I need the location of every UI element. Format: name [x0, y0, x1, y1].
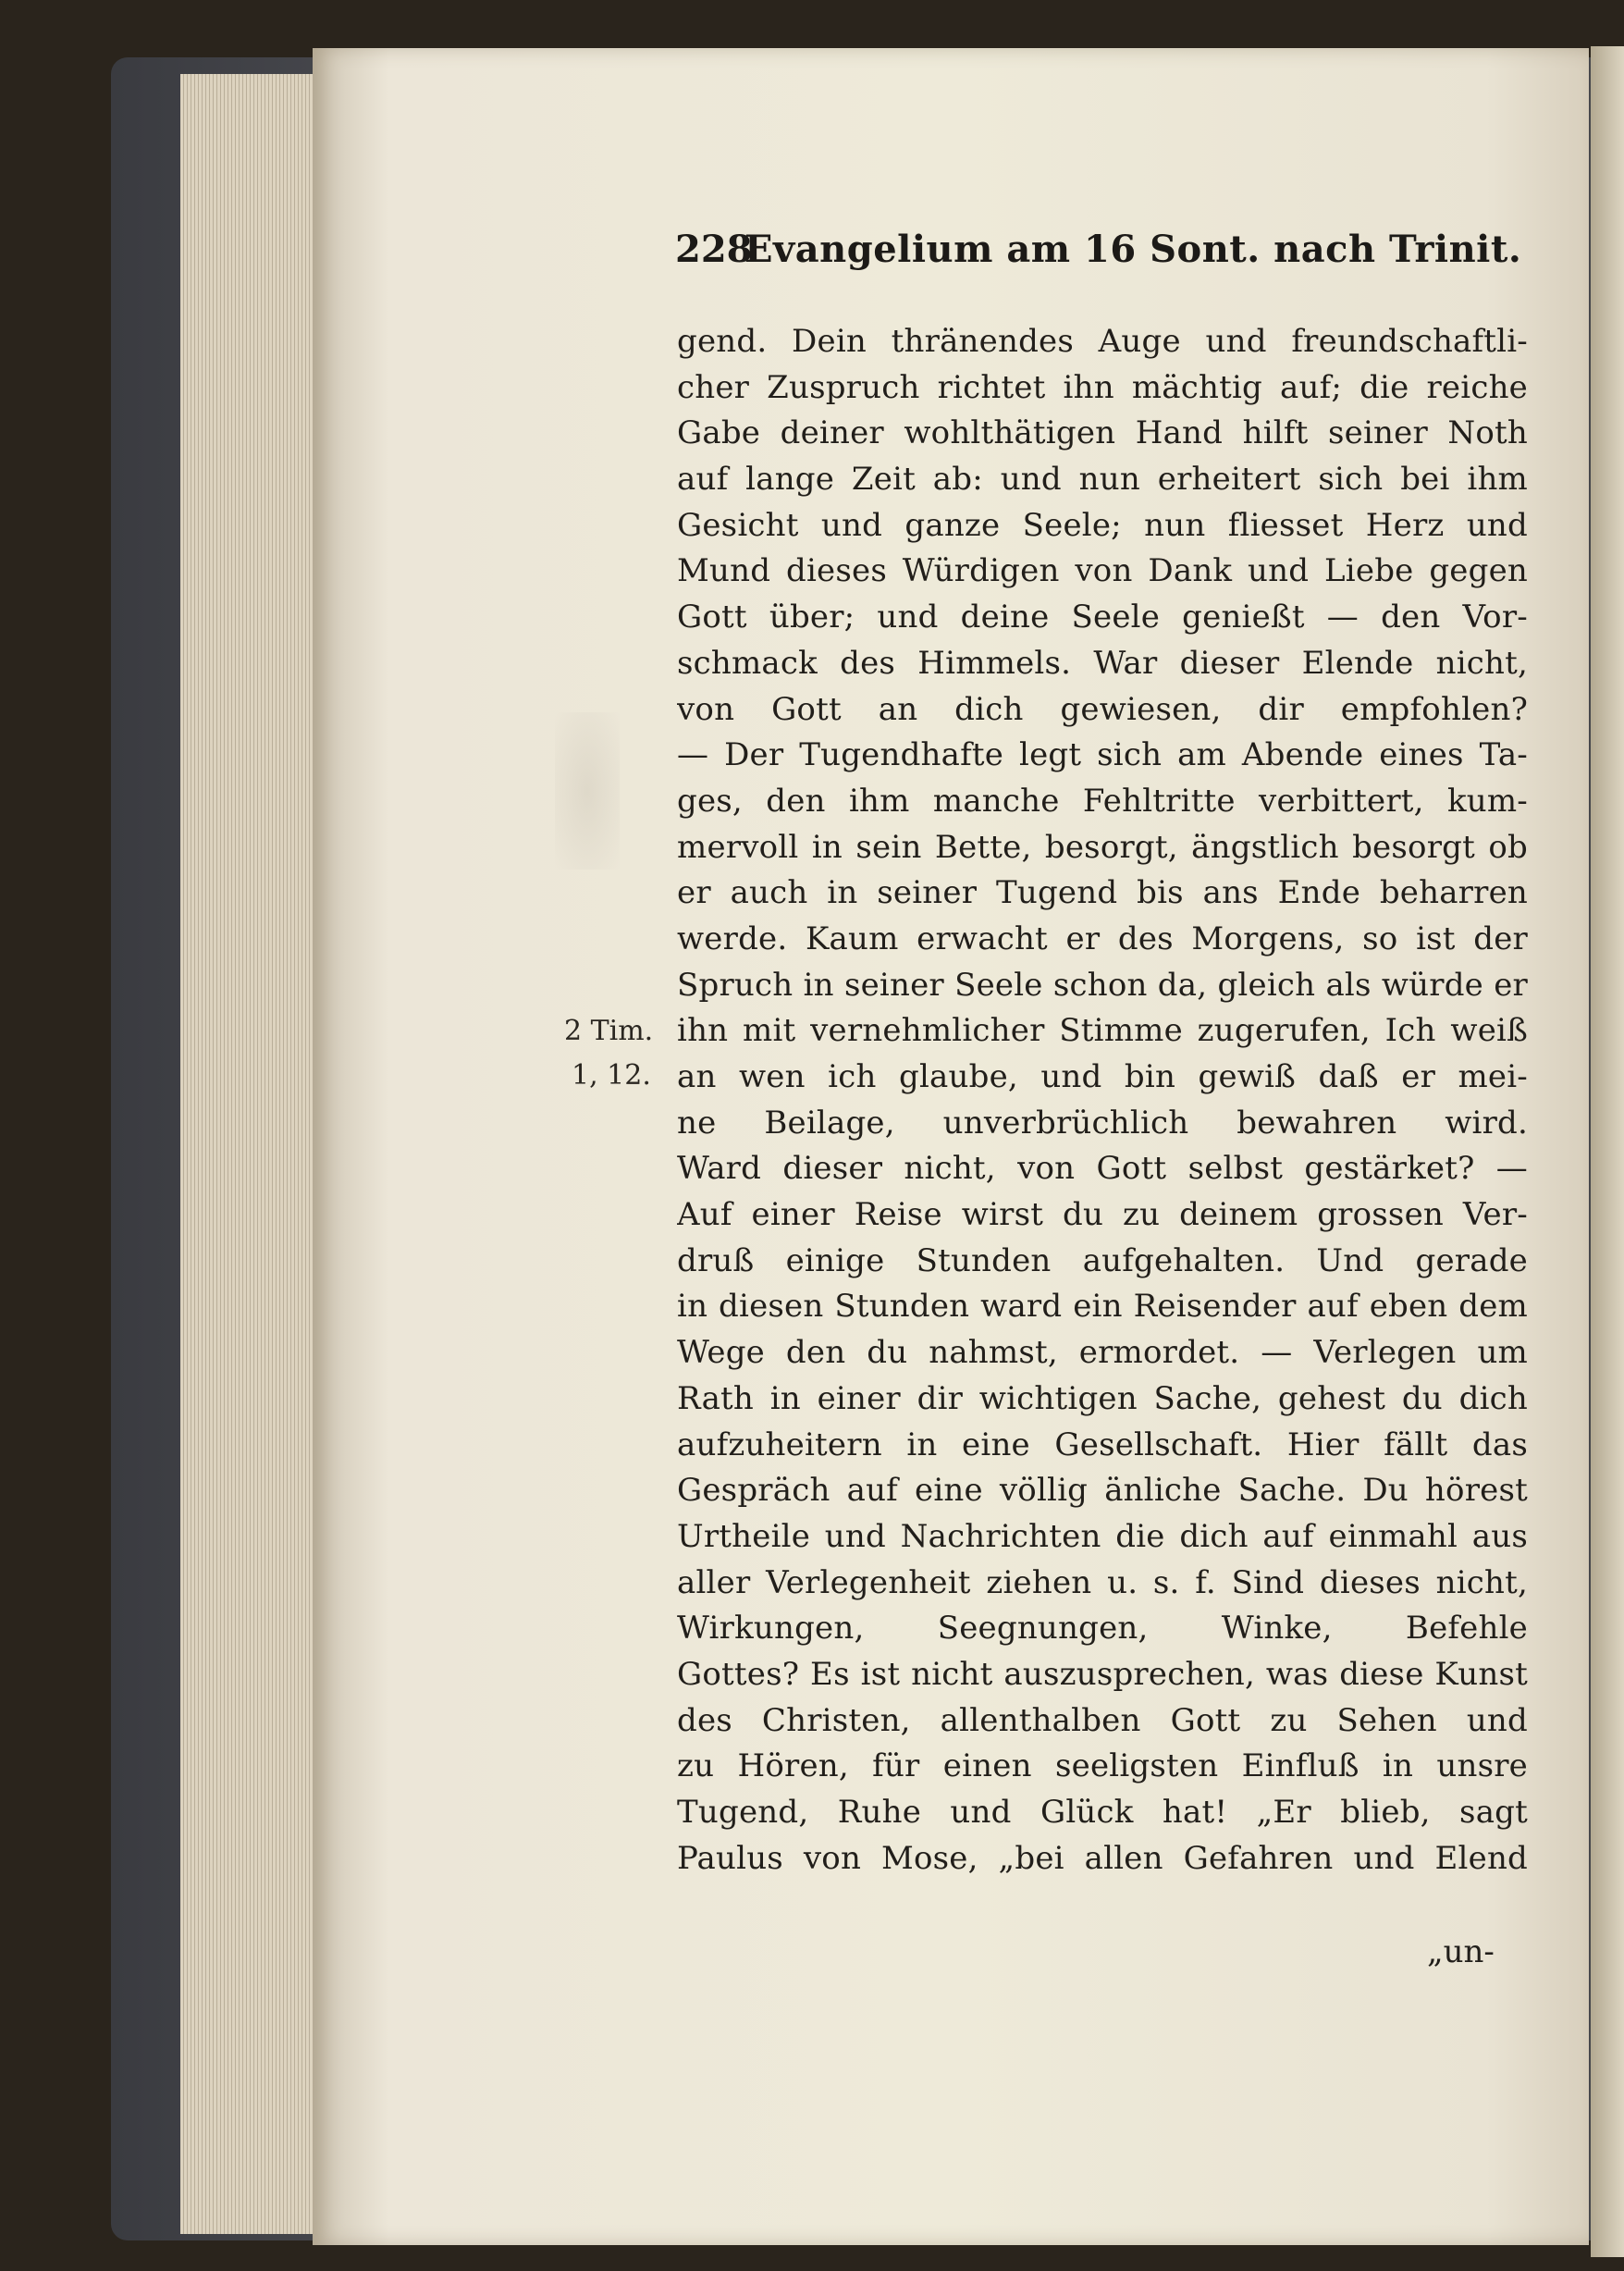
text-line: aufzuheitern in eine Gesellschaft. Hier fällt das — [677, 1426, 1528, 1463]
text-line: Spruch in seiner Seele schon da, gleich als würde er — [677, 966, 1528, 1004]
text-line: schmack des Himmels. War dieser Elende nicht, — [677, 644, 1528, 682]
text-line: Tugend, Ruhe und Glück hat! „Er blieb, sagt — [677, 1794, 1528, 1831]
text-line: Auf einer Reise wirst du zu deinem grossen Ver- — [677, 1196, 1528, 1234]
text-line: Rath in einer dir wichtigen Sache, gehest du dich — [677, 1379, 1528, 1417]
catchword: „un- — [1427, 1933, 1495, 1970]
text-line: Wirkungen, Seegnungen, Winke, Befehle — [677, 1610, 1528, 1648]
running-header — [675, 228, 1522, 283]
text-line: Gottes? Es ist nicht auszusprechen, was diese Kunst — [677, 1655, 1528, 1693]
text-line: zu Hören, für einen seeligsten Einfluß in unsre — [677, 1747, 1528, 1785]
text-line: Gesicht und ganze Seele; nun fliesset Herz und — [677, 506, 1528, 544]
text-line: ne Beilage, unverbrüchlich bewahren wird. — [677, 1104, 1528, 1142]
page-edges — [180, 74, 328, 2234]
text-line: in diesen Stunden ward ein Reisender auf eben dem — [677, 1288, 1528, 1326]
text-line: cher Zuspruch richtet ihn mächtig auf; die reiche — [677, 368, 1528, 406]
page-body — [677, 319, 1528, 1882]
text-line: Mund dieses Würdigen von Dank und Liebe gegen — [677, 552, 1528, 590]
text-line: ges, den ihm manche Fehltritte verbittert, kum- — [677, 782, 1528, 820]
text-line: Gespräch auf eine völlig änliche Sache. Du hörest — [677, 1472, 1528, 1510]
text-line: von Gott an dich gewiesen, dir empfohlen? — [677, 690, 1528, 728]
margin-reference-verse: 1, 12. — [572, 1059, 651, 1092]
text-line: Urtheile und Nachrichten die dich auf einmahl aus — [677, 1517, 1528, 1555]
running-title: Evangelium am 16 Sont. nach Trinit. — [744, 228, 1522, 271]
margin-reference-book: 2 Tim. — [564, 1015, 654, 1047]
text-line: mervoll in sein Bette, besorgt, ängstlich besorgt ob — [677, 828, 1528, 866]
text-line: an wen ich glaube, und bin gewiß daß er mei- — [677, 1058, 1528, 1095]
text-line: gend. Dein thränendes Auge und freundschaftli- — [677, 323, 1528, 360]
page-number: 228 — [675, 228, 753, 271]
text-line: Paulus von Mose, „bei allen Gefahren und Elend — [677, 1839, 1528, 1877]
text-line: er auch in seiner Tugend bis ans Ende beharren — [677, 874, 1528, 912]
text-line: druß einige Stunden aufgehalten. Und gerade — [677, 1241, 1528, 1279]
text-line: auf lange Zeit ab: und nun erheitert sich bei ihm — [677, 461, 1528, 499]
text-line: Gabe deiner wohlthätigen Hand hilft seiner Noth — [677, 414, 1528, 452]
show-through-ink — [555, 712, 620, 870]
text-line: des Christen, allenthalben Gott zu Sehen und — [677, 1701, 1528, 1739]
text-line: aller Verlegenheit ziehen u. s. f. Sind dieses nicht, — [677, 1563, 1528, 1601]
text-line: ihn mit vernehmlicher Stimme zugerufen, Ich weiß — [677, 1012, 1528, 1050]
facing-page-edge — [1591, 46, 1624, 2257]
text-line: werde. Kaum erwacht er des Morgens, so ist der — [677, 920, 1528, 957]
text-line: Gott über; und deine Seele genießt — den Vor- — [677, 599, 1528, 636]
text-line: Wege den du nahmst, ermordet. — Verlegen um — [677, 1334, 1528, 1372]
text-line: Ward dieser nicht, von Gott selbst gestärket? — — [677, 1150, 1528, 1188]
text-line: — Der Tugendhafte legt sich am Abende eines Ta- — [677, 736, 1528, 774]
